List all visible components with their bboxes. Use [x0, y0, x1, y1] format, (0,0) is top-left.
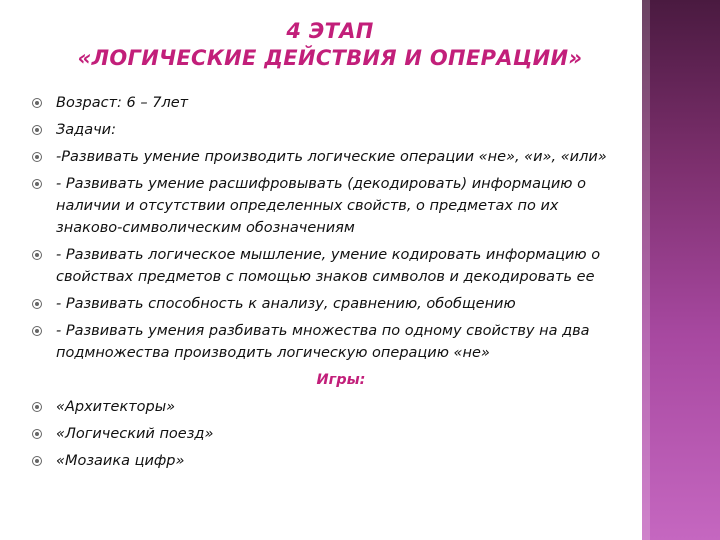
list-item-text: - Развивать логическое мышление, умение кодировать информацию о свойствах предметов с помощью знаков символов и декодировать ее	[56, 247, 601, 285]
list-item	[32, 320, 626, 364]
game-item-text: «Архитекторы»	[56, 399, 176, 415]
game-item	[32, 450, 626, 472]
slide-title	[40, 18, 620, 72]
bullet-icon	[32, 152, 42, 162]
bullet-icon	[32, 250, 42, 260]
list-item-text: Задачи:	[56, 122, 116, 138]
bullet-icon	[32, 299, 42, 309]
bullet-list	[32, 92, 626, 477]
list-item	[32, 293, 626, 315]
list-item-text: - Развивать способность к анализу, сравнению, обобщению	[56, 296, 516, 312]
list-item	[32, 146, 626, 168]
bullet-icon	[32, 125, 42, 135]
bullet-icon	[32, 98, 42, 108]
game-item-text: «Логический поезд»	[56, 426, 214, 442]
bullet-icon	[32, 326, 42, 336]
bullet-icon	[32, 456, 42, 466]
game-item-text: «Мозаика цифр»	[56, 453, 185, 469]
list-item-text: - Развивать умения разбивать множества по одному свойству на два подмножества производить логическую операцию «не»	[56, 323, 590, 361]
list-item-text: -Развивать умение производить логические операции «не», «и», «или»	[56, 149, 607, 165]
bullet-icon	[32, 179, 42, 189]
game-item	[32, 396, 626, 418]
bullet-icon	[32, 429, 42, 439]
list-item	[32, 173, 626, 239]
list-item-tasks	[32, 119, 626, 141]
list-item-age	[32, 92, 626, 114]
decorative-side-band	[642, 0, 720, 540]
list-item	[32, 244, 626, 288]
title-line-1: 4 ЭТАП	[286, 19, 374, 43]
bullet-icon	[32, 402, 42, 412]
title-line-2: «ЛОГИЧЕСКИЕ ДЕЙСТВИЯ И ОПЕРАЦИИ»	[77, 46, 583, 70]
list-item-text: - Развивать умение расшифровывать (декодировать) информацию о наличии и отсутствии определенных свойств, о предметах по их знаково-символическим обозначениям	[56, 176, 586, 236]
game-item	[32, 423, 626, 445]
games-heading: Игры:	[316, 372, 366, 388]
list-item-text: Возраст: 6 – 7лет	[56, 95, 189, 111]
